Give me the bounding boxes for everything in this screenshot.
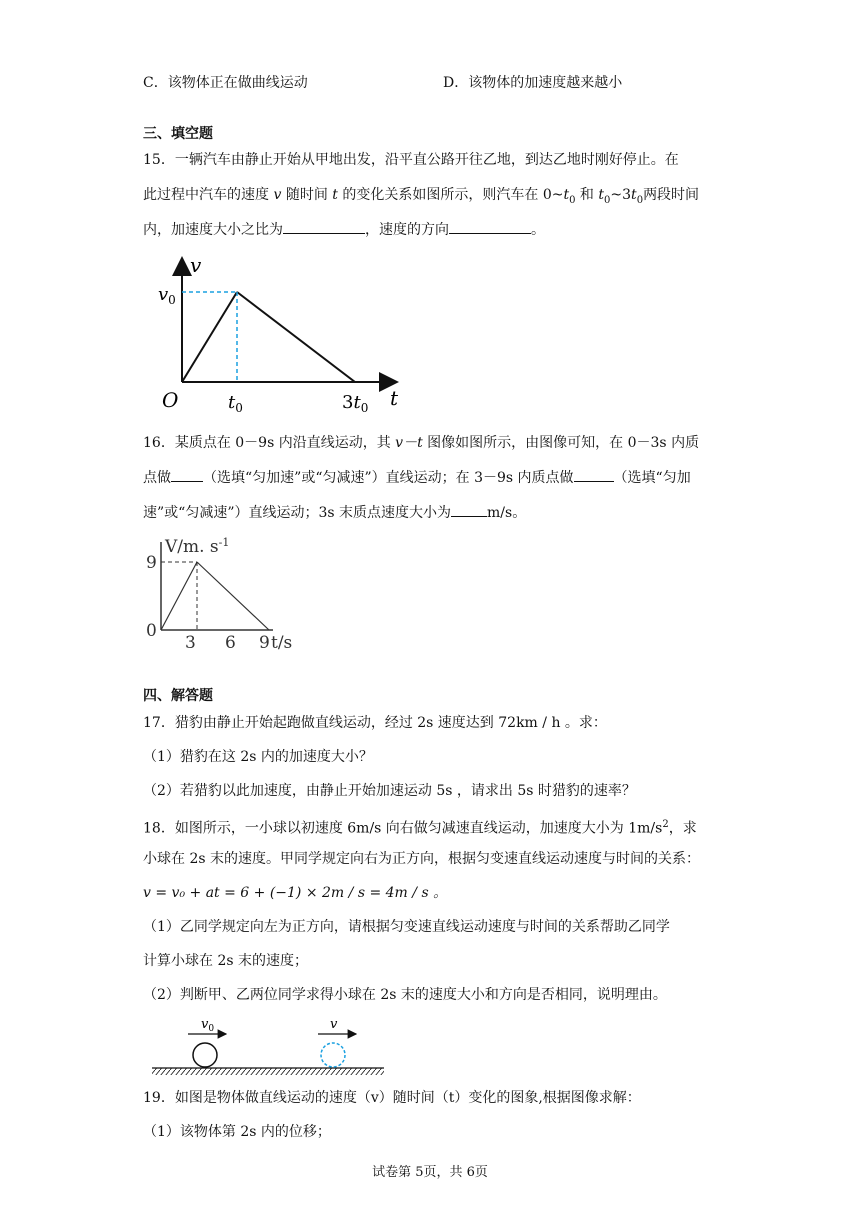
- decel-segment: [197, 562, 269, 630]
- decel-segment: [237, 292, 355, 382]
- page-footer: 试卷第 5页，共 6页: [372, 1165, 488, 1180]
- q15-line3: 内，加速度大小之比为 ，速度的方向 。: [143, 219, 545, 240]
- q16-line3: 速”或“匀减速”）直线运动；3s 末质点速度大小为 m/s。: [143, 502, 526, 523]
- t0-label: $t_0$: [228, 392, 243, 415]
- 3t0-label: $3t_0$: [342, 392, 369, 415]
- answer-blank: [574, 467, 614, 482]
- q18-ball-figure: [150, 1010, 390, 1080]
- tick-x3: 3: [185, 633, 196, 653]
- tick-y9: 9: [146, 553, 157, 573]
- q18-formula: v = v₀ + at = 6 + (−1) × 2m / s = 4m / s 。: [143, 885, 448, 901]
- option-d: D．该物体的加速度越来越小: [443, 75, 623, 91]
- q17-line1: 17．猎豹由静止开始起跑做直线运动，经过 2s 速度达到 72km / h 。求：: [143, 715, 607, 731]
- q17-sub1: （1）猎豹在这 2s 内的加速度大小？: [143, 749, 373, 765]
- q19-line1: 19．如图是物体做直线运动的速度（v）随时间（t）变化的图象,根据图像求解：: [143, 1090, 641, 1106]
- q16-line1: 16．某质点在 0－9s 内沿直线运动，其 v－t 图像如图所示，由图像可知，在 0－3s 内质: [143, 435, 700, 451]
- q18-line2: 小球在 2s 末的速度。甲同学规定向右为正方向，根据匀变速直线运动速度与时间的关系：: [143, 851, 700, 867]
- v-label: v: [330, 1017, 338, 1032]
- q15-line2: 此过程中汽车的速度 v 随时间 t 的变化关系如图所示，则汽车在 $0\sim t_0$ 和 $t_0\sim 3t_0$两段时间: [143, 187, 700, 206]
- answer-blank: [171, 467, 203, 482]
- q15-line1: 15．一辆汽车由静止开始从甲地出发，沿平直公路开往乙地，到达乙地时刚好停止。在: [143, 152, 679, 168]
- accel-segment: [182, 292, 237, 382]
- accel-segment: [161, 562, 197, 630]
- answer-blank: [283, 219, 365, 234]
- q18-sub1-line2: 计算小球在 2s 末的速度；: [143, 953, 308, 969]
- tick-y0: 0: [146, 621, 157, 641]
- x-axis-label: t/s: [271, 633, 293, 653]
- v0-label: $v_0$: [158, 284, 176, 307]
- ball-later: [321, 1043, 345, 1067]
- v-axis-label: v: [190, 253, 202, 277]
- q18-line1: 18．如图所示，一小球以初速度 6m/s 向右做匀减速直线运动，加速度大小为 $1m/s^2$，求: [143, 819, 697, 837]
- t-axis-label: t: [390, 386, 399, 410]
- origin-label: O: [162, 388, 179, 412]
- y-axis-label: V/m. $s^{-1}$: [165, 536, 230, 557]
- tick-x6: 6: [225, 633, 236, 653]
- q15-vt-graph: [150, 250, 410, 415]
- q16-line2: 点做 （选填“匀加速”或“匀减速”）直线运动；在 3－9s 内质点做 （选填“匀加: [143, 467, 691, 488]
- answer-blank: [451, 502, 487, 517]
- v0-label: $v_0$: [201, 1017, 215, 1034]
- answer-blank: [449, 219, 531, 234]
- q19-sub1: （1）该物体第 2s 内的位移；: [143, 1124, 331, 1140]
- q17-sub2: （2）若猎豹以此加速度，由静止开始加速运动 5s ，请求出 5s 时猎豹的速率？: [143, 783, 636, 799]
- q16-vt-graph: [143, 534, 318, 654]
- option-c: C．该物体正在做曲线运动: [143, 75, 308, 91]
- q18-sub1-line1: （1）乙同学规定向左为正方向，请根据匀变速直线运动速度与时间的关系帮助乙同学: [143, 919, 670, 935]
- tick-x9: 9: [259, 633, 270, 653]
- ground-hatch: [152, 1068, 384, 1075]
- section-title-solve: 四、解答题: [143, 688, 213, 704]
- section-title-fill-in: 三、填空题: [143, 126, 213, 142]
- ball-initial: [193, 1043, 217, 1067]
- q18-sub2: （2）判断甲、乙两位同学求得小球在 2s 末的速度大小和方向是否相同，说明理由。: [143, 987, 667, 1003]
